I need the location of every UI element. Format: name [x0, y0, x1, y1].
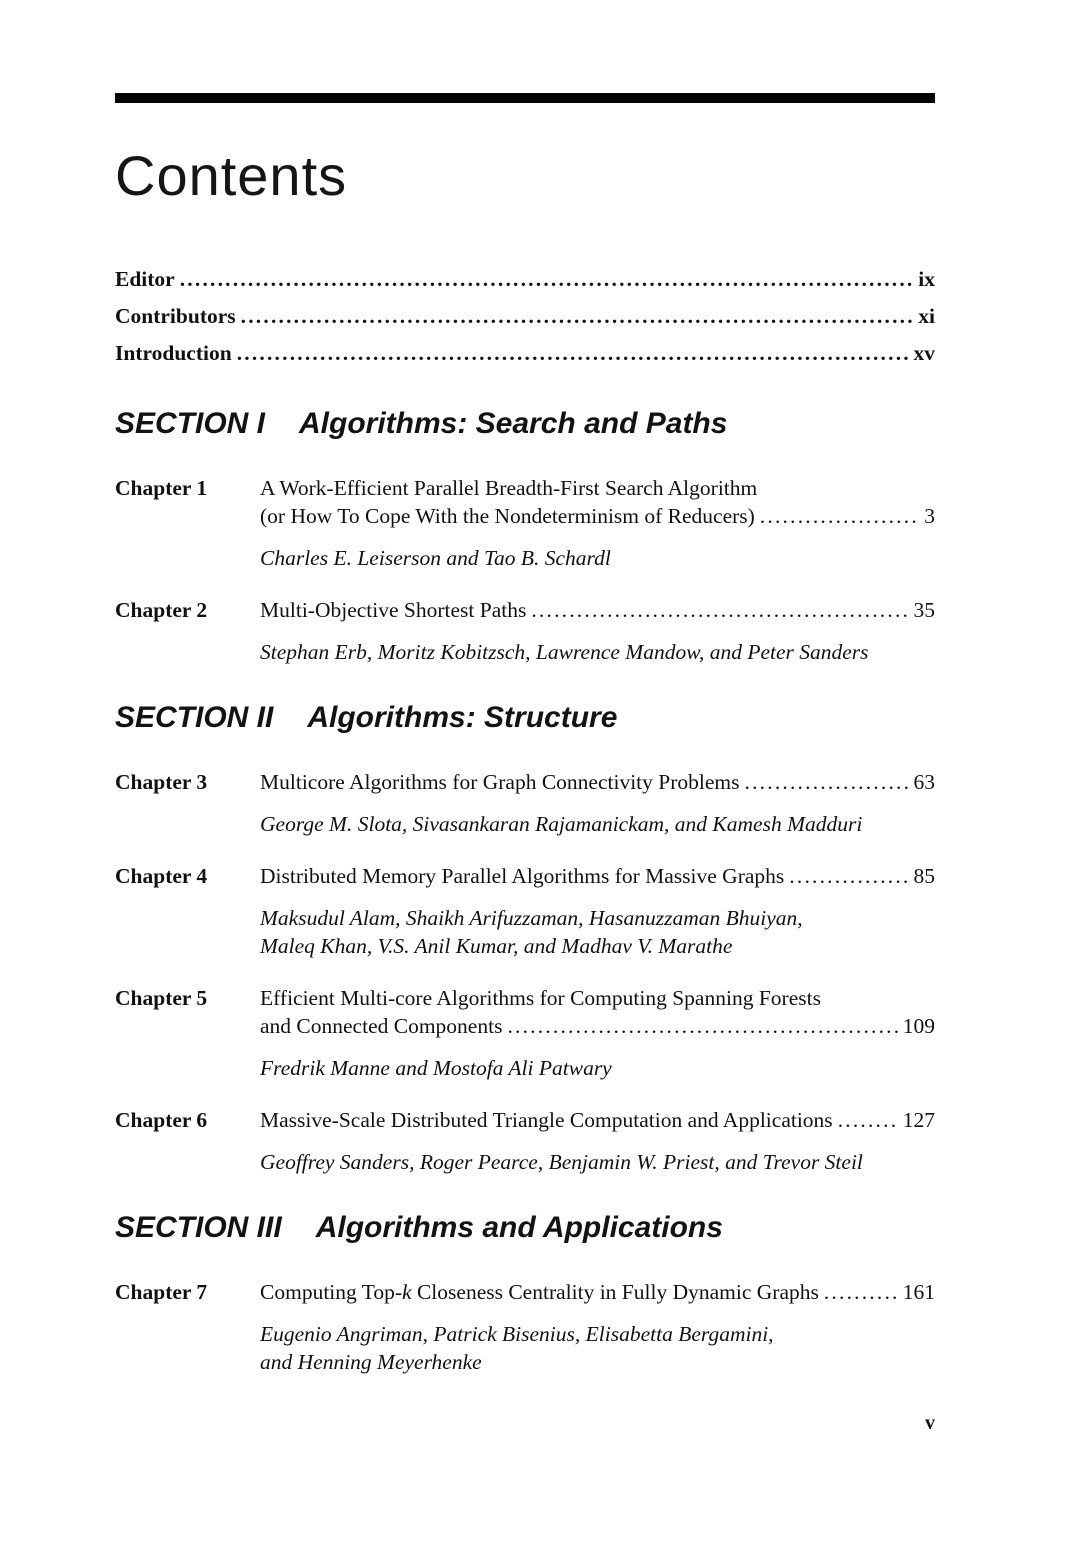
- chapter-authors: Stephan Erb, Moritz Kobitzsch, Lawrence Mandow, and Peter Sanders: [260, 639, 869, 664]
- dot-leader: [740, 768, 910, 796]
- chapter-authors-line: Maksudul Alam, Shaikh Arifuzzaman, Hasanuzzaman Bhuiyan,: [260, 905, 803, 930]
- dot-leader: [175, 261, 915, 298]
- chapter-title-line: Massive-Scale Distributed Triangle Computation and Applications: [260, 1107, 833, 1132]
- dot-leader: [236, 298, 915, 335]
- chapter-label: Chapter 1: [115, 475, 208, 500]
- top-rule: [115, 93, 935, 103]
- section-chapters: [115, 768, 935, 1176]
- dot-leader: [819, 1278, 899, 1306]
- chapter-label: Chapter 3: [115, 769, 208, 794]
- chapter-authors: [260, 904, 935, 960]
- front-matter-entry: [115, 335, 935, 372]
- chapter-title-line: Efficient Multi-core Algorithms for Computing Spanning Forests: [260, 985, 821, 1010]
- chapter-entry: [115, 768, 935, 838]
- page-number: xi: [918, 303, 935, 328]
- page-number: 63: [913, 769, 935, 794]
- front-matter-entry: [115, 298, 935, 335]
- section-chapters: [115, 1278, 935, 1376]
- chapter-label: Chapter 7: [115, 1279, 208, 1304]
- entry-label: Editor: [115, 266, 175, 291]
- chapter-authors: Geoffrey Sanders, Roger Pearce, Benjamin W. Priest, and Trevor Steil: [260, 1149, 863, 1174]
- chapter-title-line: Distributed Memory Parallel Algorithms for Massive Graphs: [260, 863, 785, 888]
- chapter-entry: [115, 1106, 935, 1176]
- front-matter: [115, 261, 935, 372]
- chapter-entry: [115, 984, 935, 1082]
- section-title: Algorithms and Applications: [315, 1210, 723, 1244]
- section-heading: [115, 700, 935, 736]
- section-title: Algorithms: Search and Paths: [299, 406, 728, 440]
- page-number: 109: [902, 1013, 935, 1038]
- chapter-authors: Fredrik Manne and Mostofa Ali Patwary: [260, 1055, 612, 1080]
- chapter-authors-line: and Henning Meyerhenke: [260, 1349, 482, 1374]
- entry-label: Introduction: [115, 340, 232, 365]
- italic-variable-k: k: [402, 1279, 412, 1304]
- chapter-title-line: Multicore Algorithms for Graph Connectivity Problems: [260, 769, 740, 794]
- entry-label: Contributors: [115, 303, 236, 328]
- dot-leader: [833, 1106, 899, 1134]
- page-number: 35: [913, 597, 935, 622]
- chapter-entry: [115, 1278, 935, 1376]
- section-heading: [115, 1210, 935, 1246]
- section-chapters: [115, 474, 935, 666]
- dot-leader: [526, 596, 909, 624]
- page-number: xv: [913, 340, 935, 365]
- page-number: 161: [902, 1279, 935, 1304]
- chapter-authors-line: Eugenio Angriman, Patrick Bisenius, Elisabetta Bergamini,: [260, 1321, 774, 1346]
- dot-leader: [502, 1012, 898, 1040]
- chapter-label: Chapter 2: [115, 597, 208, 622]
- page-number: 3: [924, 503, 935, 528]
- front-matter-entry: [115, 261, 935, 298]
- folio-page-number: v: [925, 1412, 935, 1434]
- section-label: SECTION I: [115, 406, 266, 440]
- chapter-title-line: A Work-Efficient Parallel Breadth-First Search Algorithm: [260, 475, 758, 500]
- section-title: Algorithms: Structure: [307, 700, 618, 734]
- page-number: 127: [902, 1107, 935, 1132]
- page-title: Contents: [115, 144, 348, 207]
- chapter-title-line: (or How To Cope With the Nondeterminism of Reducers): [260, 503, 755, 528]
- section-heading: [115, 406, 935, 442]
- chapter-label: Chapter 6: [115, 1107, 208, 1132]
- chapter-authors-line: Maleq Khan, V.S. Anil Kumar, and Madhav V. Marathe: [260, 933, 733, 958]
- section-label: SECTION II: [115, 700, 274, 734]
- chapter-entry: [115, 862, 935, 960]
- chapter-title-line: and Connected Components: [260, 1013, 503, 1038]
- dot-leader: [232, 335, 910, 372]
- chapter-authors: [260, 1320, 935, 1376]
- chapter-title-line: Multi-Objective Shortest Paths: [260, 597, 527, 622]
- chapter-label: Chapter 5: [115, 985, 208, 1010]
- page-number: ix: [918, 266, 935, 291]
- dot-leader: [784, 862, 909, 890]
- dot-leader: [755, 502, 920, 530]
- chapter-label: Chapter 4: [115, 863, 208, 888]
- section-label: SECTION III: [115, 1210, 282, 1244]
- chapter-authors: Charles E. Leiserson and Tao B. Schardl: [260, 545, 611, 570]
- chapter-authors: George M. Slota, Sivasankaran Rajamanickam, and Kamesh Madduri: [260, 811, 863, 836]
- chapter-entry: [115, 596, 935, 666]
- chapter-entry: [115, 474, 935, 572]
- chapter-title-line: Computing Top-k Closeness Centrality in Fully Dynamic Graphs: [260, 1279, 819, 1304]
- page-number: 85: [913, 863, 935, 888]
